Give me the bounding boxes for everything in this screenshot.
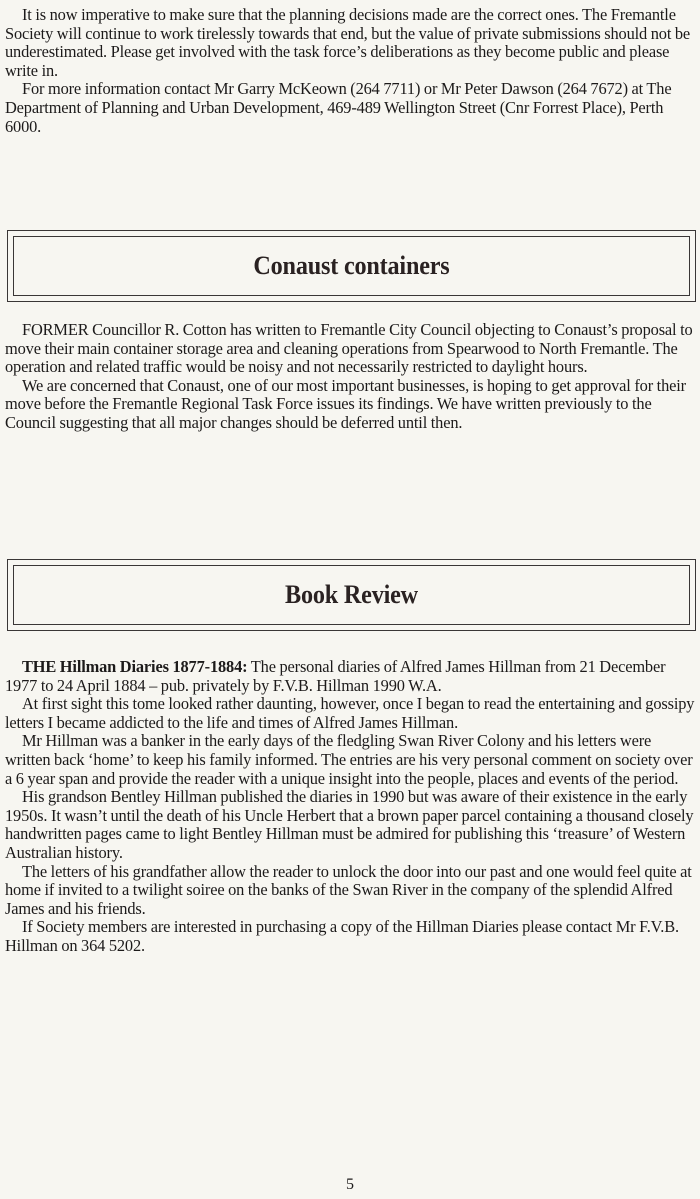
review-paragraph: At first sight this tome looked rather daunting, however, once I began to read the entertaining and gossipy letters I became addicted to the life and times of Alfred James Hillman.: [5, 694, 695, 732]
conaust-paragraph: FORMER Councillor R. Cotton has written to Fremantle City Council objecting to Conaust’s proposal to move their main container storage area and cleaning operations from Spearwood to North Fremantle. The operation and related traffic would be noisy and not necessarily restricted to daylight hours.: [5, 320, 693, 377]
intro-paragraph: It is now imperative to make sure that the planning decisions made are the correct ones. The Fremantle Society will continue to work tirelessly towards that end, but the value of private submissions should not be underestimated. Please get involved with the task force’s deliberations as they become public and please write in.: [5, 5, 691, 80]
review-paragraph: The letters of his grandfather allow the reader to unlock the door into our past and one would feel quite at home if invited to a twilight soiree on the banks of the Swan River in the company of the splendid Alfred James and his friends.: [5, 861, 692, 918]
heading-inner-border: [13, 236, 690, 296]
book-title: THE Hillman Diaries 1877-1884:: [22, 657, 248, 676]
review-paragraph: His grandson Bentley Hillman published the diaries in 1990 but was aware of their existence in the early 1950s. It wasn’t until the death of his Uncle Herbert that a brown paper parcel containing a thousand closely handwritten pages came to light Bentley Hillman must be admired for publishing this ‘treasure’ of Western Australian history.: [5, 787, 694, 862]
contact-paragraph: For more information contact Mr Garry McKeown (264 7711) or Mr Peter Dawson (264 7672) at The Department of Planning and Urban Development, 469-489 Wellington Street (Cnr Forrest Place), Perth 6000.: [5, 79, 672, 136]
book-review-article: [5, 658, 697, 956]
page-number: 5: [346, 1176, 354, 1193]
heading-inner-border: [13, 565, 690, 625]
conaust-paragraph: We are concerned that Conaust, one of our most important businesses, is hoping to get approval for their move before the Fremantle Regional Task Force issues its findings. We have written previously to the Council suggesting that all major changes should be deferred until then.: [5, 375, 686, 432]
book-review-heading-box: [7, 559, 696, 631]
review-paragraph: If Society members are interested in purchasing a copy of the Hillman Diaries please contact Mr F.V.B. Hillman on 364 5202.: [5, 917, 679, 955]
review-paragraph: Mr Hillman was a banker in the early days of the fledgling Swan River Colony and his letters were written back ‘home’ to keep his family informed. The entries are his very personal comment on society over a 6 year span and provide the reader with a unique insight into the people, places and events of the period.: [5, 731, 693, 788]
review-lead-paragraph: [5, 658, 697, 695]
conaust-heading-box: [7, 230, 696, 302]
conaust-heading: Conaust containers: [253, 251, 450, 280]
conaust-article: [5, 321, 697, 433]
book-details: The personal diaries of Alfred James Hillman from 21 December 1977 to 24 April 1884 – pub. privately by F.V.B. Hillman 1990 W.A.: [5, 657, 666, 695]
planning-article-continuation: [5, 6, 697, 136]
book-review-heading: Book Review: [285, 580, 418, 609]
